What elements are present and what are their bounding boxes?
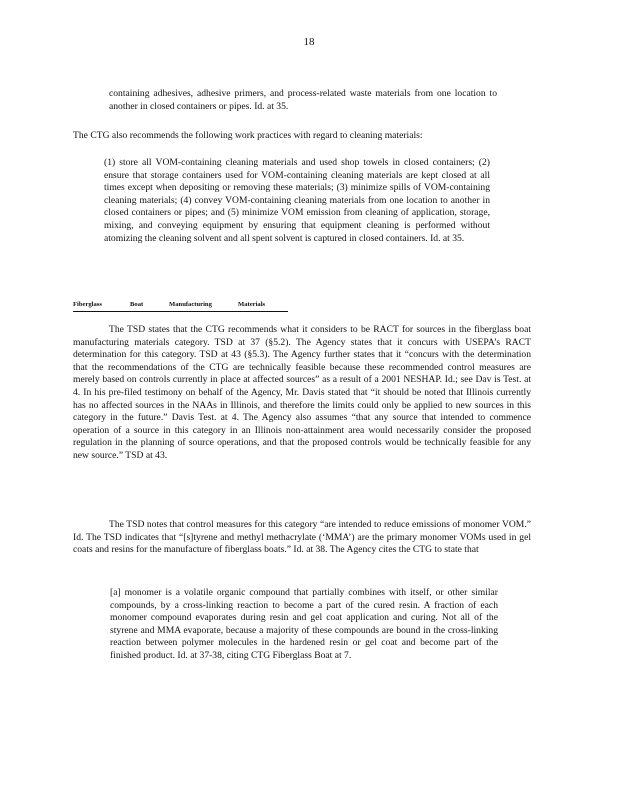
section-heading-word: Fiberglass xyxy=(73,301,102,308)
section-heading-word: Manufacturing xyxy=(169,301,212,308)
paragraph-tsd-ract: The TSD states that the CTG recommends what it considers to be RACT for sources in the fiberglass boat manufacturing materials category. TSD at 37 (§5.2). The Agency states that it concurs with USEPA’s RACT determination for this category. TSD at 43 (§5.3). The Agency further states that it “concurs with the determination that the recommendations of the CTG are technically feasible because these recommended control measures are merely based on controls currently in place at affected sources” as a result of a 2001 NESHAP. Id.; see Dav is Test. at 4. In his pre-filed testimony on behalf of the Agency, Mr. Davis stated that “it should be noted that Illinois currently has no affected sources in the NAAs in Illinois, and therefore the limits could only be applied to new sources in this category in the future.” Davis Test. at 4. The Agency also assumes “that any source that intended to commence operation of a source in this category in an Illinois non-attainment area would necessarily consider the proposed regulation in the planning of source operations, and that the proposed controls would be technically feasible for any new source.” TSD at 43. xyxy=(73,324,531,461)
ctg-intro-sentence: The CTG also recommends the following work practices with regard to cleaning materials: xyxy=(73,130,423,141)
block-quote-monomer: [a] monomer is a volatile organic compound that partially combines with itself, or other similar compounds, by a cross-linking reaction to become a part of the cured resin. A fraction of each monomer compound evaporates during resin and gel coat application and curing. Not all of the styrene and MMA evaporate, because a majority of these compounds are bound in the cross-linking reaction between polymer molecules in the hardened resin or gel coat and become part of the finished product. Id. at 37-38, citing CTG Fiberglass Boat at 7. xyxy=(110,587,498,661)
block-quote-top: containing adhesives, adhesive primers, and process-related waste materials from one location to another in closed containers or pipes. Id. at 35. xyxy=(109,88,497,112)
section-heading-word: Boat xyxy=(130,301,144,308)
paragraph-monomer-vom: The TSD notes that control measures for this category “are intended to reduce emissions of monomer VOM.” Id. The TSD indicates that “[s]tyrene and methyl methacrylate (‘MMA’) are the primary monomer VOMs used in gel coats and resins for the manufacture of fiberglass boats.” Id. at 38. The Agency cites the CTG to state that xyxy=(73,519,531,556)
section-heading-word: Materials xyxy=(238,301,266,308)
section-heading xyxy=(73,299,288,312)
cleaning-practices-list: (1) store all VOM-containing cleaning materials and used shop towels in closed containers; (2) ensure that storage containers used for VOM-containing cleaning materials are kept closed at all times except when depositing or removing these materials; (3) minimize spills of VOM-containing cleaning materials; (4) convey VOM-containing cleaning materials from one location to another in closed containers or pipes; and (5) minimize VOM emission from cleaning of application, storage, mixing, and conveying equipment by ensuring that equipment cleaning is performed without atomizing the cleaning solvent and all spent solvent is captured in closed containers. Id. at 35. xyxy=(104,157,490,244)
page-number: 18 xyxy=(303,36,315,48)
